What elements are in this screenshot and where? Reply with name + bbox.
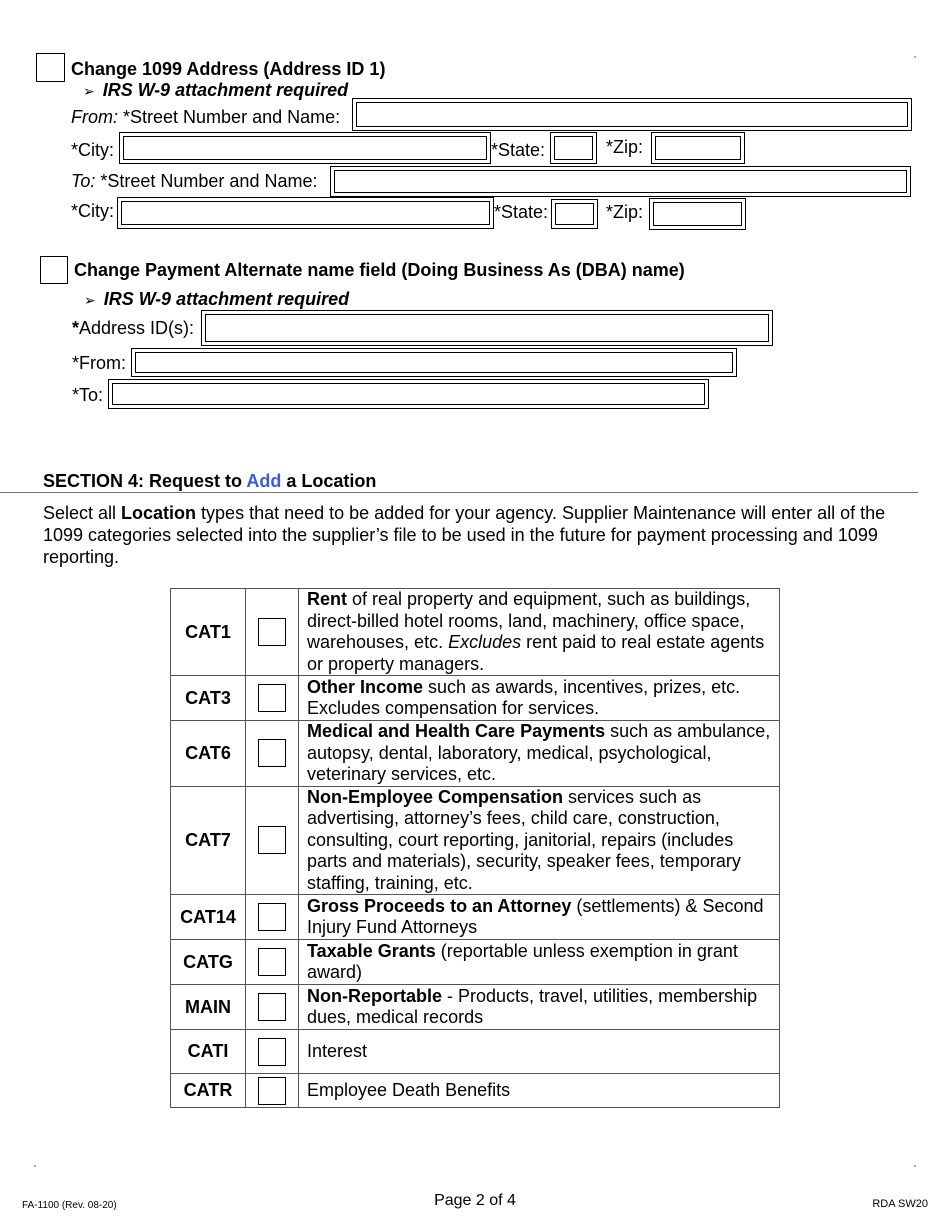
dba-to-input[interactable] <box>108 379 709 409</box>
to-city-label: *City: <box>71 201 115 221</box>
category-code: MAIN <box>171 985 246 1030</box>
section-divider <box>0 492 918 493</box>
from-zip-label: *Zip: <box>606 137 644 157</box>
address-id-text: Address ID(s): <box>79 318 195 338</box>
to-street-label <box>71 171 317 191</box>
category-code: CAT3 <box>171 676 246 721</box>
category-checkbox[interactable] <box>258 948 286 976</box>
address-id-label <box>72 318 194 338</box>
category-description: Medical and Health Care Payments such as ambulance, autopsy, dental, laboratory, medical, psychological, veterinary services, etc. <box>299 721 780 787</box>
category-description: Non-Reportable - Products, travel, utilities, membership dues, medical records <box>299 985 780 1030</box>
category-code: CAT1 <box>171 589 246 676</box>
dba-to-label: *To: <box>72 385 104 405</box>
table-row <box>171 895 780 940</box>
change-dba-checkbox[interactable] <box>40 256 68 284</box>
from-city-label: *City: <box>71 140 115 160</box>
address-id-star: * <box>72 318 80 338</box>
category-description: Employee Death Benefits <box>299 1074 780 1108</box>
address-w9-note <box>83 80 348 101</box>
section-4-title-accent: Add <box>246 471 282 491</box>
from-state-input[interactable] <box>550 132 597 164</box>
from-street-text: *Street Number and Name: <box>123 107 341 127</box>
from-state-label: *State: <box>491 140 546 160</box>
corner-mark <box>914 1165 916 1167</box>
category-description: Gross Proceeds to an Attorney (settlements) & Second Injury Fund Attorneys <box>299 895 780 940</box>
category-code: CATR <box>171 1074 246 1108</box>
to-state-label: *State: <box>494 202 549 222</box>
from-street-input[interactable] <box>352 98 912 131</box>
form-id: FA-1100 (Rev. 08-20) <box>22 1200 117 1211</box>
category-code: CAT6 <box>171 721 246 787</box>
dba-from-label: *From: <box>72 353 126 373</box>
category-code: CAT7 <box>171 786 246 895</box>
category-code: CAT14 <box>171 895 246 940</box>
dba-w9-note <box>84 289 349 310</box>
category-code: CATG <box>171 940 246 985</box>
intro-end: types that need to be added for your agency. Supplier Maintenance will enter all of the 1099 categories selected into the supplier’s file to be used in the future for payment processing and 1099 reporting. <box>43 503 886 567</box>
category-description: Interest <box>299 1030 780 1074</box>
to-zip-input[interactable] <box>649 198 746 230</box>
category-description: Other Income such as awards, incentives, prizes, etc. Excludes compensation for services. <box>299 676 780 721</box>
corner-mark <box>34 1165 36 1167</box>
corner-mark <box>914 56 916 58</box>
change-1099-address-title: Change 1099 Address (Address ID 1) <box>71 59 386 79</box>
to-zip-label: *Zip: <box>606 202 644 222</box>
table-row <box>171 985 780 1030</box>
to-street-input[interactable] <box>330 166 911 197</box>
from-zip-input[interactable] <box>651 132 745 164</box>
category-checkbox[interactable] <box>258 826 286 854</box>
page-number: Page 2 of 4 <box>434 1192 516 1209</box>
change-1099-address-checkbox[interactable] <box>36 53 65 82</box>
category-checkbox[interactable] <box>258 739 286 767</box>
category-checkbox[interactable] <box>258 1077 286 1105</box>
category-code: CATI <box>171 1030 246 1074</box>
category-checkbox[interactable] <box>258 993 286 1021</box>
section-4-title <box>43 471 376 491</box>
table-row <box>171 1030 780 1074</box>
to-prefix: To: <box>71 171 96 191</box>
category-checkbox[interactable] <box>258 903 286 931</box>
to-street-text: *Street Number and Name: <box>100 171 318 191</box>
category-checkbox[interactable] <box>258 618 286 646</box>
table-row <box>171 676 780 721</box>
from-street-label <box>71 107 340 127</box>
section-4-intro <box>43 502 903 568</box>
dba-from-input[interactable] <box>131 348 737 377</box>
category-checkbox[interactable] <box>258 1038 286 1066</box>
arrow-bullet-icon: ➢ <box>84 292 96 308</box>
from-city-input[interactable] <box>119 132 491 164</box>
to-city-input[interactable] <box>117 197 494 229</box>
category-table <box>170 588 780 1108</box>
intro-start: Select all <box>43 503 122 523</box>
category-description: Non-Employee Compensation services such as advertising, attorney’s fees, child care, construction, consulting, court reporting, janitorial, repairs (includes parts and materials), security, speaker fees, temporary staffing, training, etc. <box>299 786 780 895</box>
table-row <box>171 940 780 985</box>
table-row <box>171 786 780 895</box>
table-row <box>171 721 780 787</box>
to-state-input[interactable] <box>551 199 598 229</box>
section-4-title-end: a Location <box>281 471 377 491</box>
address-w9-text: IRS W-9 attachment required <box>102 80 349 100</box>
change-dba-title: Change Payment Alternate name field (Doing Business As (DBA) name) <box>74 260 685 280</box>
address-id-input[interactable] <box>201 310 773 346</box>
from-prefix: From: <box>71 107 118 127</box>
dba-w9-text: IRS W-9 attachment required <box>103 289 350 309</box>
arrow-bullet-icon: ➢ <box>83 83 95 99</box>
intro-bold: Location <box>121 503 197 523</box>
category-checkbox[interactable] <box>258 684 286 712</box>
form-code: RDA SW20 <box>872 1198 928 1210</box>
table-row <box>171 589 780 676</box>
section-4-title-start: SECTION 4: Request to <box>43 471 247 491</box>
category-description: Taxable Grants (reportable unless exemption in grant award) <box>299 940 780 985</box>
table-row <box>171 1074 780 1108</box>
category-description: Rent of real property and equipment, such as buildings, direct-billed hotel rooms, land, machinery, office space, warehouses, etc. Excludes rent paid to real estate agents or property managers. <box>299 589 780 676</box>
